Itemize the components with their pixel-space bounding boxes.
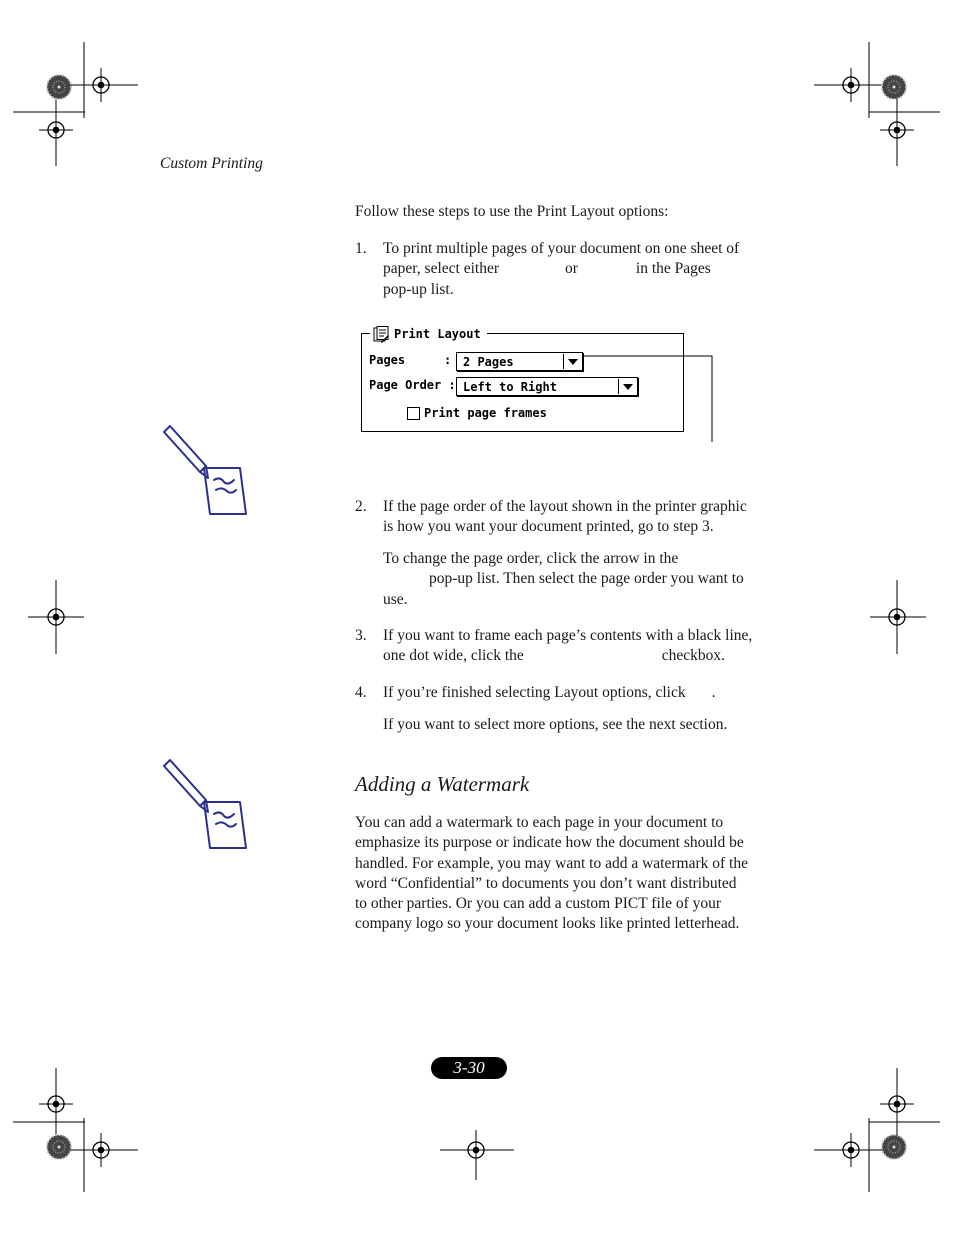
step-fragment: paper, select either	[383, 260, 499, 278]
pages-label: Pages	[369, 353, 406, 367]
body-line: company logo so your document looks like printed letterhead.	[355, 915, 740, 933]
note-pen-icon	[158, 758, 252, 852]
step-line	[383, 683, 778, 703]
step-line: is how you want your document printed, go to step 3.	[383, 518, 714, 536]
pages-popup[interactable]	[456, 352, 583, 371]
step-2-text	[383, 497, 778, 538]
note-pen-icon	[158, 424, 252, 518]
body-line: to other parties. Or you can add a custom PICT file of your	[355, 895, 722, 913]
body-line: word “Confidential” to documents you don’t want distributed	[355, 874, 737, 892]
body-line: handled. For example, you may want to add a watermark of the	[355, 854, 748, 872]
page-number-badge	[431, 1057, 507, 1079]
step-fragment: checkbox.	[661, 647, 726, 665]
page-number: 3-30	[453, 1058, 485, 1077]
page-order-label: Page Order :	[369, 378, 456, 392]
step-fragment: in the Pages	[635, 260, 711, 278]
body-line: You can add a watermark to each page in your document to	[355, 814, 724, 831]
step-line: If the page order of the layout shown in the printer graphic	[383, 498, 747, 515]
step-3-text	[383, 626, 778, 667]
step-line: pop-up list. Then select the page order you want to	[429, 570, 744, 588]
step-2-extra	[383, 549, 778, 610]
callout-line	[580, 350, 720, 445]
step-4-extra: If you want to select more options, see the next section.	[383, 716, 728, 733]
step-line	[383, 259, 778, 279]
step-line: If you want to frame each page’s contents with a black line,	[383, 627, 753, 644]
step-1-text	[383, 239, 778, 300]
step-number: 3.	[355, 627, 367, 644]
crop-mark-icon	[47, 1135, 71, 1159]
step-fragment: .	[711, 684, 716, 701]
dialog-title-text: Print Layout	[394, 327, 481, 341]
print-page-frames-option[interactable]	[407, 406, 547, 420]
step-fragment: one dot wide, click the	[383, 647, 524, 665]
crop-mark-icon	[882, 1135, 906, 1159]
section-body	[355, 813, 780, 935]
step-line: pop-up list.	[383, 280, 454, 298]
step-line: To change the page order, click the arrow in the	[383, 550, 679, 567]
running-head: Custom Printing	[160, 155, 263, 172]
step-number: 2.	[355, 498, 367, 515]
intro-text: Follow these steps to use the Print Layout options:	[355, 203, 669, 220]
step-line: To print multiple pages of your document on one sheet of	[383, 240, 740, 257]
pages-popup-value: 2 Pages	[463, 354, 514, 369]
crop-mark-icon	[47, 75, 71, 99]
section-heading: Adding a Watermark	[355, 772, 530, 796]
print-page-frames-label: Print page frames	[424, 406, 547, 420]
page-order-popup-value: Left to Right	[463, 379, 557, 394]
step-fragment: or	[565, 260, 578, 278]
print-page-frames-checkbox[interactable]	[407, 407, 420, 420]
step-line: use.	[383, 590, 408, 608]
crop-mark-icon	[882, 75, 906, 99]
pages-colon: :	[444, 353, 452, 367]
body-line: emphasize its purpose or indicate how the document should be	[355, 834, 744, 852]
step-fragment: If you’re finished selecting Layout options, click	[383, 684, 686, 701]
print-layout-icon	[372, 326, 390, 343]
step-number: 4.	[355, 684, 367, 701]
step-4-text	[383, 683, 778, 703]
print-layout-title	[370, 324, 487, 344]
step-line	[383, 646, 778, 666]
step-number: 1.	[355, 240, 367, 257]
